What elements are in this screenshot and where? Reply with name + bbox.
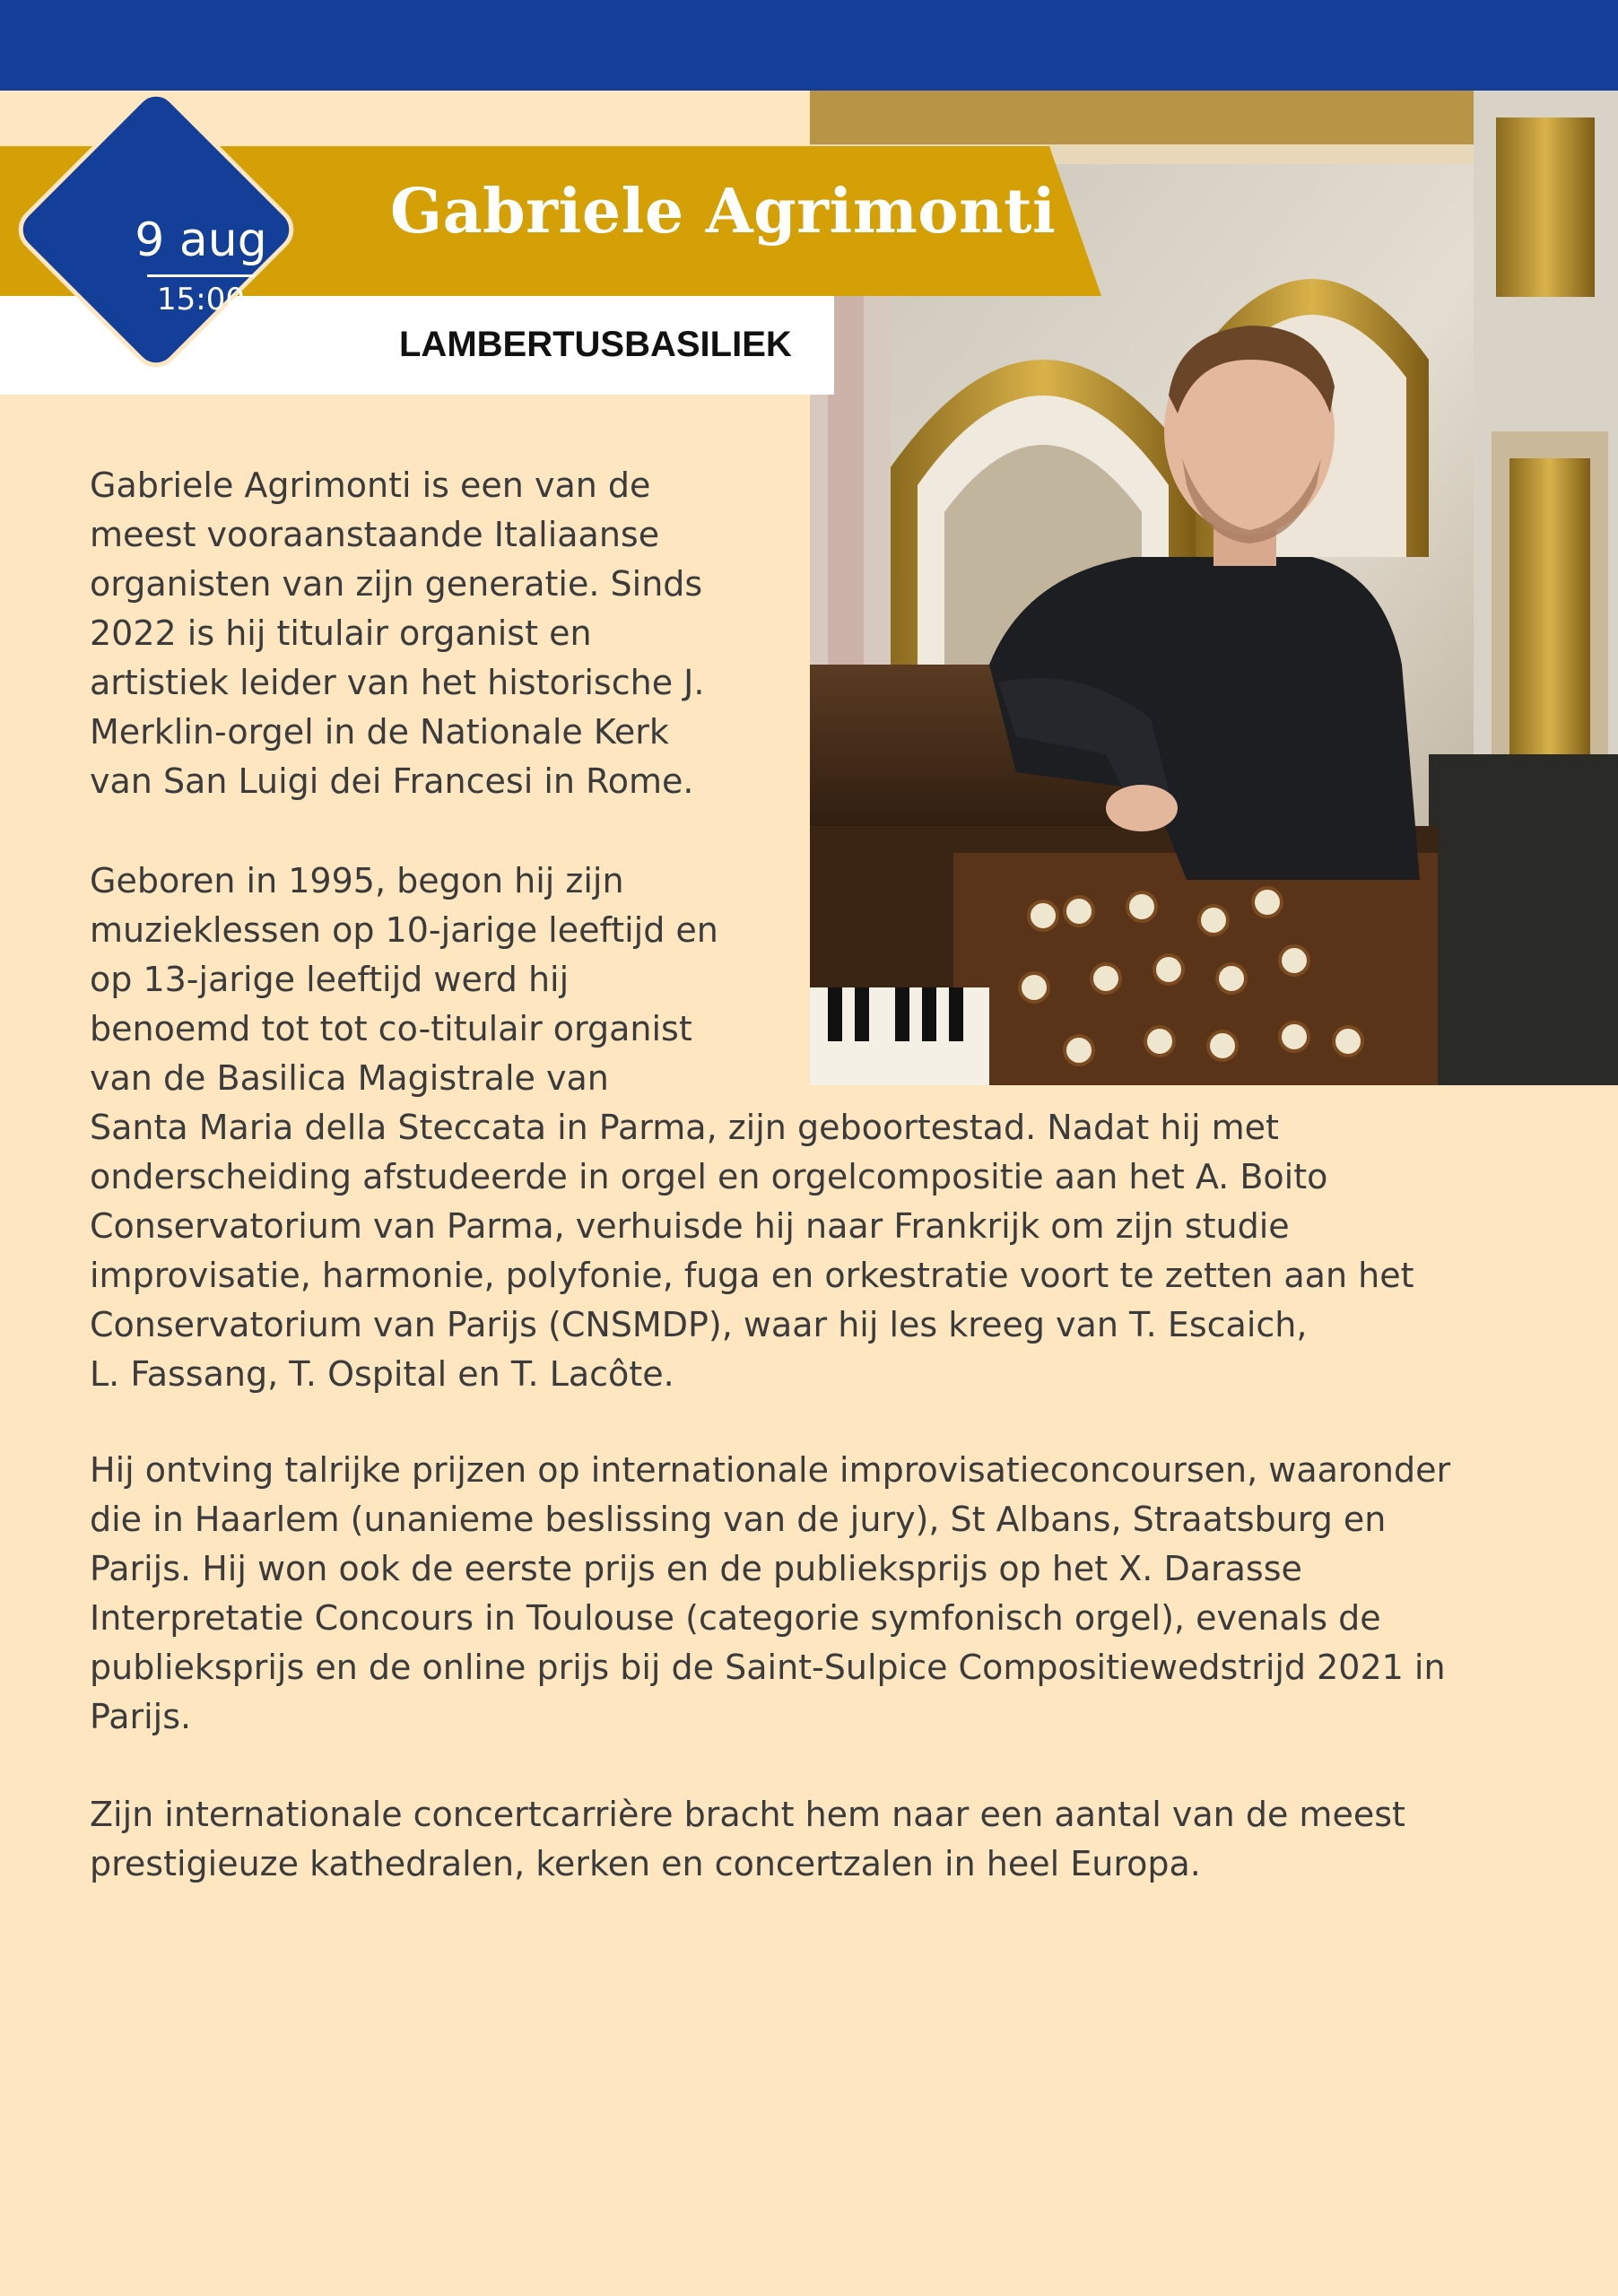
bio-line: 2022 is hij titulair organist en — [90, 613, 592, 653]
bio-line: Interpretatie Concours in Toulouse (categorie symfonisch orgel), evenals de — [90, 1598, 1381, 1638]
bio-line: onderscheiding afstudeerde in orgel en orgelcompositie aan het A. Boito — [90, 1157, 1328, 1196]
bio-line: muzieklessen op 10-jarige leeftijd en — [90, 910, 718, 950]
bio-paragraph-2 — [90, 857, 1414, 1399]
venue-name: LAMBERTUSBASILIEK — [399, 325, 792, 364]
bio-line: meest vooraanstaande Italiaanse — [90, 515, 660, 554]
bio-line: Parijs. Hij won ook de eerste prijs en de publieksprijs op het X. Darasse — [90, 1549, 1302, 1588]
bio-line: prestigieuze kathedralen, kerken en concertzalen in heel Europa. — [90, 1844, 1201, 1883]
bio-line: benoemd tot tot co-titulair organist — [90, 1009, 692, 1048]
bio-line: publieksprijs en de online prijs bij de Saint-Sulpice Compositiewedstrijd 2021 in — [90, 1648, 1446, 1687]
bio-line: op 13-jarige leeftijd werd hij — [90, 960, 570, 999]
bio-line: Gabriele Agrimonti is een van de — [90, 465, 651, 505]
bio-line: Hij ontving talrijke prijzen op internationale improvisatieconcoursen, waaronder — [90, 1450, 1451, 1490]
date-divider — [147, 274, 255, 277]
bio-line: Zijn internationale concertcarrière bracht hem naar een aantal van de meest — [90, 1795, 1405, 1834]
bio-line: Santa Maria della Steccata in Parma, zijn geboortestad. Nadat hij met — [90, 1108, 1279, 1147]
bio-line: van San Luigi dei Francesi in Rome. — [90, 761, 694, 801]
artist-name: Gabriele Agrimonti — [390, 176, 1057, 248]
bio-paragraph-4 — [90, 1790, 1405, 1889]
time-label: 15:00 — [157, 282, 245, 317]
bio-line: L. Fassang, T. Ospital en T. Lacôte. — [90, 1354, 674, 1394]
bio-paragraph-3 — [90, 1446, 1450, 1742]
bio-line: artistiek leider van het historische J. — [90, 663, 705, 702]
bio-line: Parijs. — [90, 1697, 192, 1736]
bio-paragraph-1 — [90, 461, 704, 806]
bio-line: Conservatorium van Parma, verhuisde hij naar Frankrijk om zijn studie — [90, 1206, 1290, 1246]
bio-line: organisten van zijn generatie. Sinds — [90, 564, 703, 604]
top-bar — [0, 0, 1618, 91]
date-label: 9 aug — [135, 213, 267, 267]
bio-line: Geboren in 1995, begon hij zijn — [90, 861, 624, 900]
bio-line: die in Haarlem (unanieme beslissing van de jury), St Albans, Straatsburg en — [90, 1500, 1387, 1539]
bio-line: Conservatorium van Parijs (CNSMDP), waar hij les kreeg van T. Escaich, — [90, 1305, 1308, 1344]
bio-line: Merklin-orgel in de Nationale Kerk — [90, 712, 669, 752]
bio-line: van de Basilica Magistrale van — [90, 1058, 609, 1098]
bio-line: improvisatie, harmonie, polyfonie, fuga en orkestratie voort te zetten aan het — [90, 1256, 1414, 1295]
